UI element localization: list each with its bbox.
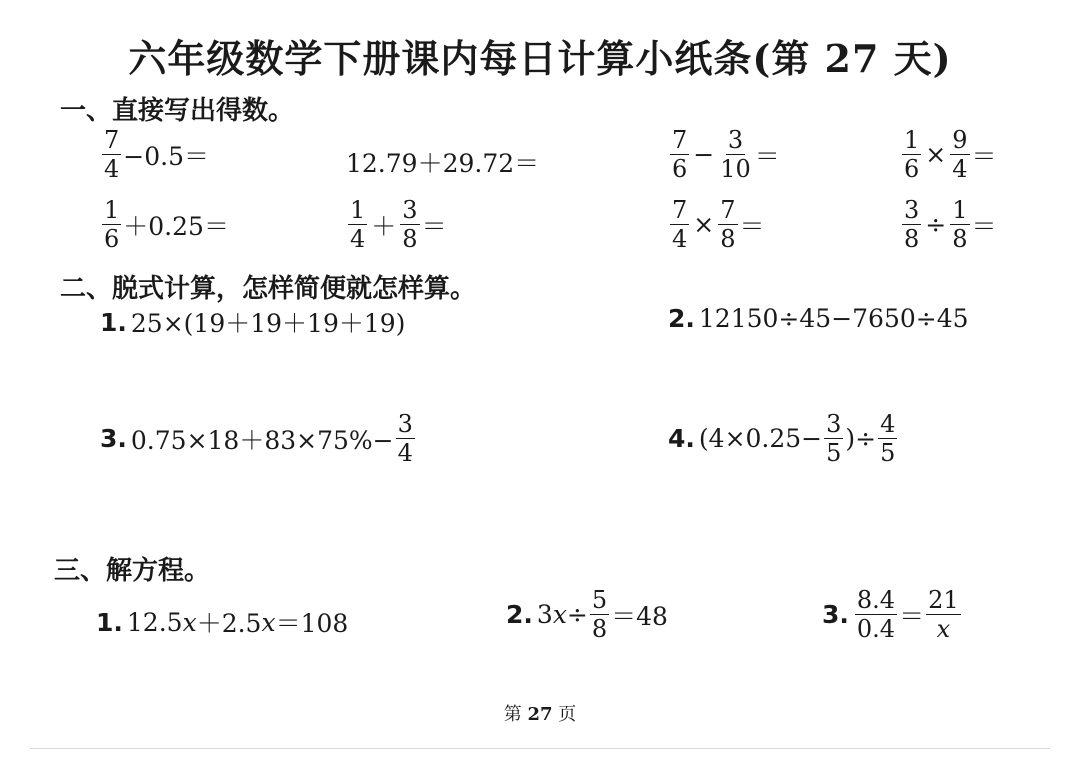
fraction [926, 588, 961, 641]
numerator: 1 [904, 126, 920, 154]
denominator: 6 [672, 155, 688, 183]
denominator: 8 [591, 615, 608, 643]
numerator: 1 [104, 196, 120, 224]
problem-1e [100, 198, 229, 251]
expression-text: ＝108 [275, 609, 349, 638]
problem-1d [900, 128, 997, 181]
fraction [396, 412, 415, 465]
expression-text: 12.5 [126, 607, 183, 637]
operator: − [693, 140, 715, 169]
fraction [590, 588, 609, 641]
numerator: 4 [880, 410, 896, 438]
problem-1a [100, 128, 209, 181]
fraction [902, 128, 921, 181]
problem-number: 4. [668, 424, 695, 453]
fraction [400, 198, 419, 251]
numerator: 3 [397, 410, 413, 438]
denominator: 5 [880, 439, 896, 467]
fraction [102, 128, 121, 181]
numerator: 7 [720, 196, 736, 224]
denominator: 8 [904, 225, 920, 253]
fraction [855, 588, 897, 641]
problem-3-1 [96, 604, 348, 640]
equals-sign: ＝ [971, 211, 997, 241]
operator: ÷ [925, 210, 947, 239]
fraction [670, 128, 689, 181]
numerator: 1 [350, 196, 366, 224]
denominator: 4 [104, 155, 120, 183]
numerator: 21 [928, 586, 959, 614]
numerator: 7 [104, 126, 120, 154]
denominator: 10 [720, 155, 751, 183]
page-title: 六年级数学下册课内每日计算小纸条(第 27 天) [128, 36, 952, 81]
numerator: 8.4 [856, 586, 896, 614]
problem-3-2 [506, 588, 668, 641]
variable: x [261, 607, 276, 637]
expression-text: ＋0.25＝ [123, 211, 229, 241]
denominator: 4 [397, 439, 413, 467]
operator: ＋ [371, 211, 397, 241]
fraction [718, 198, 737, 251]
expression-text: ＝48 [611, 601, 668, 631]
variable: x [182, 607, 197, 637]
section-3-heading: 三、解方程。 [54, 556, 211, 586]
fraction [670, 198, 689, 251]
operator: × [693, 210, 715, 239]
numerator: 5 [591, 586, 608, 614]
problem-number: 1. [100, 307, 127, 337]
fraction [878, 412, 897, 465]
problem-2-3 [100, 412, 417, 465]
fraction [950, 198, 969, 251]
denominator: x [936, 615, 951, 643]
numerator: 3 [904, 196, 920, 224]
expression-text: 12150÷45−7650÷45 [698, 304, 969, 333]
fraction [718, 128, 753, 181]
numerator: 3 [402, 196, 418, 224]
fraction [348, 198, 367, 251]
fraction [902, 198, 921, 251]
problem-1f [346, 198, 447, 251]
equals-sign: ＝ [421, 211, 447, 241]
denominator: 4 [952, 155, 968, 183]
problem-2-4 [668, 412, 899, 465]
fraction [950, 128, 969, 181]
footer-suffix: 页 [558, 704, 577, 725]
denominator: 6 [904, 155, 920, 183]
problem-number: 3. [100, 424, 127, 453]
problem-number: 3. [822, 600, 849, 629]
numerator: 7 [672, 196, 688, 224]
section-2-heading: 二、脱式计算，怎样简便就怎样算。 [60, 274, 477, 304]
bottom-rule [30, 748, 1050, 749]
denominator: 6 [104, 225, 120, 253]
page-number: 27 [527, 704, 553, 725]
expression-text: 3 [536, 600, 553, 629]
equals-sign: ＝ [754, 141, 780, 171]
numerator: 1 [952, 196, 968, 224]
equals-sign: ＝ [971, 141, 997, 171]
expression-text: 0.75×18＋83×75%− [130, 425, 394, 455]
problem-2-2 [668, 304, 969, 333]
variable: x [552, 600, 567, 629]
denominator: 8 [720, 225, 736, 253]
expression-text: −0.5＝ [123, 141, 209, 171]
operator: ÷ [566, 600, 588, 629]
fraction [102, 198, 121, 251]
denominator: 4 [672, 225, 688, 253]
problem-number: 1. [96, 607, 123, 637]
problem-3-3 [822, 588, 963, 641]
equals-sign: ＝ [899, 601, 925, 631]
problem-1h [900, 198, 997, 251]
denominator: 8 [952, 225, 968, 253]
numerator: 3 [727, 126, 744, 154]
footer-prefix: 第 [503, 704, 522, 725]
denominator: 5 [826, 439, 842, 467]
section-1-heading: 一、直接写出得数。 [60, 96, 295, 126]
expression-text: ＋2.5 [196, 609, 262, 638]
numerator: 3 [826, 410, 842, 438]
problem-1b [346, 144, 539, 180]
denominator: 4 [350, 225, 366, 253]
problem-1c [668, 128, 780, 181]
page-footer [0, 700, 1080, 726]
operator: × [925, 140, 947, 169]
numerator: 7 [672, 126, 688, 154]
fraction [824, 412, 843, 465]
problem-2-1 [100, 304, 405, 340]
expression-text: (4×0.25− [698, 424, 823, 453]
denominator: 8 [402, 225, 418, 253]
problem-1g [668, 198, 765, 251]
expression-text: 25×(19＋19＋19＋19) [130, 309, 406, 338]
problem-number: 2. [668, 304, 695, 333]
expression-text: 12.79＋29.72＝ [346, 149, 540, 178]
numerator: 9 [952, 126, 968, 154]
problem-number: 2. [506, 600, 533, 629]
denominator: 0.4 [856, 615, 896, 643]
equals-sign: ＝ [739, 211, 765, 241]
expression-text: )÷ [845, 424, 877, 453]
